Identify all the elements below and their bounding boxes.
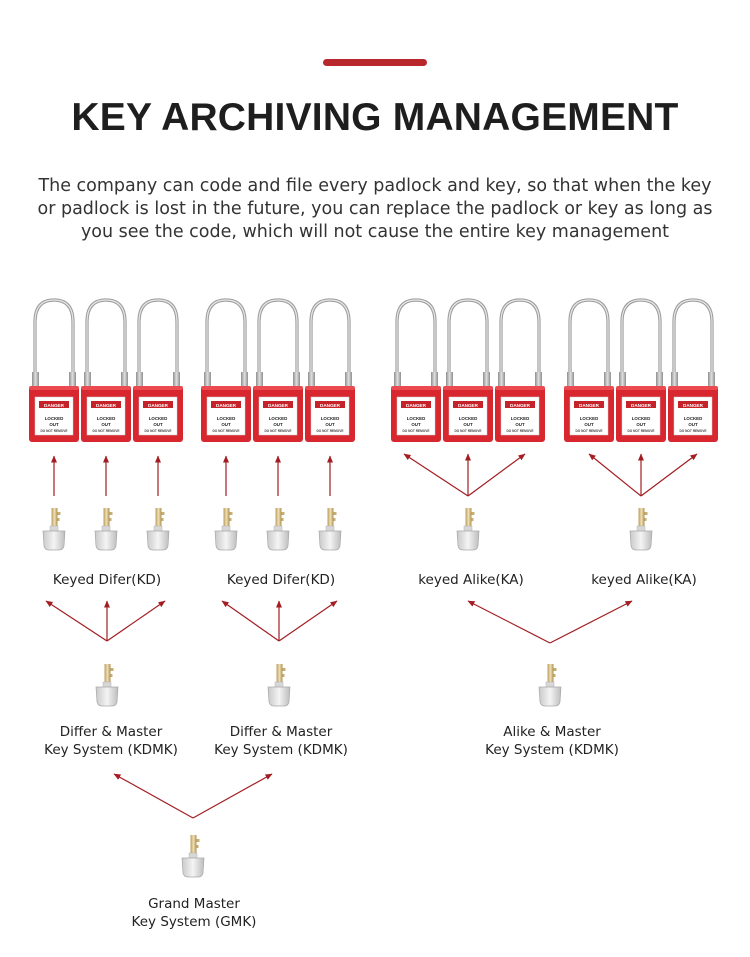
- tag-locked-text: LOCKED: [683, 416, 703, 421]
- page-title: KEY ARCHIVING MANAGEMENT: [71, 96, 679, 139]
- tag-danger-text: DANGER: [458, 402, 478, 408]
- padlock: [81, 300, 131, 442]
- system-label-line: Key System (KDMK): [214, 742, 348, 758]
- tag-out-text: OUT: [636, 422, 646, 427]
- key-icon: [147, 508, 169, 550]
- padlock: [564, 300, 614, 442]
- tag-danger-text: DANGER: [148, 402, 168, 408]
- tag-out-text: OUT: [515, 422, 525, 427]
- padlock: [391, 300, 441, 442]
- group-label-ka-2: keyed Alike(KA): [591, 572, 697, 588]
- padlock: [201, 300, 251, 442]
- hierarchy-arrow: [279, 601, 337, 641]
- key-icon: [95, 508, 117, 550]
- group-label-kd-2: Keyed Difer(KD): [226, 572, 336, 588]
- tag-locked-text: LOCKED: [216, 416, 236, 421]
- padlock: [29, 300, 79, 442]
- system-label-line: Grand Master: [148, 896, 240, 912]
- key-icon: [457, 508, 479, 550]
- key-icon: [267, 508, 289, 550]
- tag-danger-text: DANGER: [510, 402, 530, 408]
- tag-locked-text: LOCKED: [510, 416, 530, 421]
- system-label-gmk: [94, 895, 294, 931]
- tag-locked-text: LOCKED: [96, 416, 116, 421]
- hierarchy-arrow: [468, 454, 525, 496]
- key-icon: [96, 664, 118, 706]
- system-label-line: Key System (KDMK): [44, 742, 178, 758]
- padlock: [495, 300, 545, 442]
- tag-remove-text: DO NOT REMOVE: [627, 429, 655, 433]
- tag-locked-text: LOCKED: [458, 416, 478, 421]
- system-label-line: Differ & Master: [59, 724, 163, 740]
- tag-locked-text: LOCKED: [320, 416, 340, 421]
- tag-remove-text: DO NOT REMOVE: [92, 429, 120, 433]
- key-icon: [319, 508, 341, 550]
- system-label-line: Key System (KDMK): [485, 742, 619, 758]
- tag-danger-text: DANGER: [406, 402, 426, 408]
- tag-locked-text: LOCKED: [579, 416, 599, 421]
- page-description: The company can code and file every padlock and key, so that when the key or padlock is lost in the future, you can replace the padlock or key as long as you see the code, which will not cause the entire key management: [37, 176, 713, 242]
- padlock: [305, 300, 355, 442]
- tag-remove-text: DO NOT REMOVE: [212, 429, 240, 433]
- key-icon: [43, 508, 65, 550]
- key-icon: [539, 664, 561, 706]
- tag-out-text: OUT: [463, 422, 473, 427]
- tag-danger-text: DANGER: [631, 402, 651, 408]
- tag-out-text: OUT: [688, 422, 698, 427]
- key-icon: [268, 664, 290, 706]
- hierarchy-arrow: [222, 601, 279, 641]
- tag-out-text: OUT: [153, 422, 163, 427]
- tag-remove-text: DO NOT REMOVE: [575, 429, 603, 433]
- tag-remove-text: DO NOT REMOVE: [506, 429, 534, 433]
- tag-out-text: OUT: [411, 422, 421, 427]
- tag-remove-text: DO NOT REMOVE: [144, 429, 172, 433]
- tag-remove-text: DO NOT REMOVE: [264, 429, 292, 433]
- hierarchy-arrow: [193, 774, 272, 818]
- padlock: [443, 300, 493, 442]
- tag-danger-text: DANGER: [216, 402, 236, 408]
- padlock: [253, 300, 303, 442]
- system-label-kdmk-2: [181, 723, 381, 759]
- system-label-line: Differ & Master: [229, 724, 333, 740]
- padlock: [616, 300, 666, 442]
- hierarchy-arrow: [589, 454, 641, 496]
- hierarchy-arrow: [114, 774, 193, 818]
- tag-locked-text: LOCKED: [148, 416, 168, 421]
- tag-remove-text: DO NOT REMOVE: [454, 429, 482, 433]
- key-icon: [182, 835, 204, 877]
- group-label-ka-1: keyed Alike(KA): [418, 572, 524, 588]
- tag-out-text: OUT: [49, 422, 59, 427]
- system-label-akdmk: [452, 723, 652, 759]
- tag-danger-text: DANGER: [268, 402, 288, 408]
- tag-remove-text: DO NOT REMOVE: [402, 429, 430, 433]
- hierarchy-arrow: [404, 454, 468, 496]
- tag-danger-text: DANGER: [320, 402, 340, 408]
- tag-danger-text: DANGER: [579, 402, 599, 408]
- tag-remove-text: DO NOT REMOVE: [679, 429, 707, 433]
- tag-remove-text: DO NOT REMOVE: [316, 429, 344, 433]
- padlock: [133, 300, 183, 442]
- hierarchy-arrow: [107, 601, 165, 641]
- hierarchy-arrow: [550, 601, 632, 643]
- padlock: [668, 300, 718, 442]
- tag-locked-text: LOCKED: [44, 416, 64, 421]
- tag-out-text: OUT: [221, 422, 231, 427]
- hierarchy-arrow: [468, 601, 550, 643]
- tag-out-text: OUT: [101, 422, 111, 427]
- system-label-line: Key System (GMK): [131, 914, 257, 930]
- system-label-line: Alike & Master: [503, 724, 601, 740]
- tag-remove-text: DO NOT REMOVE: [40, 429, 68, 433]
- group-label-kd-1: Keyed Difer(KD): [52, 572, 162, 588]
- tag-locked-text: LOCKED: [631, 416, 651, 421]
- tag-locked-text: LOCKED: [406, 416, 426, 421]
- key-icon: [630, 508, 652, 550]
- tag-out-text: OUT: [325, 422, 335, 427]
- hierarchy-arrow: [641, 454, 697, 496]
- tag-danger-text: DANGER: [96, 402, 116, 408]
- tag-locked-text: LOCKED: [268, 416, 288, 421]
- tag-danger-text: DANGER: [683, 402, 703, 408]
- hierarchy-arrow: [46, 601, 107, 641]
- tag-out-text: OUT: [273, 422, 283, 427]
- tag-out-text: OUT: [584, 422, 594, 427]
- tag-danger-text: DANGER: [44, 402, 64, 408]
- key-icon: [215, 508, 237, 550]
